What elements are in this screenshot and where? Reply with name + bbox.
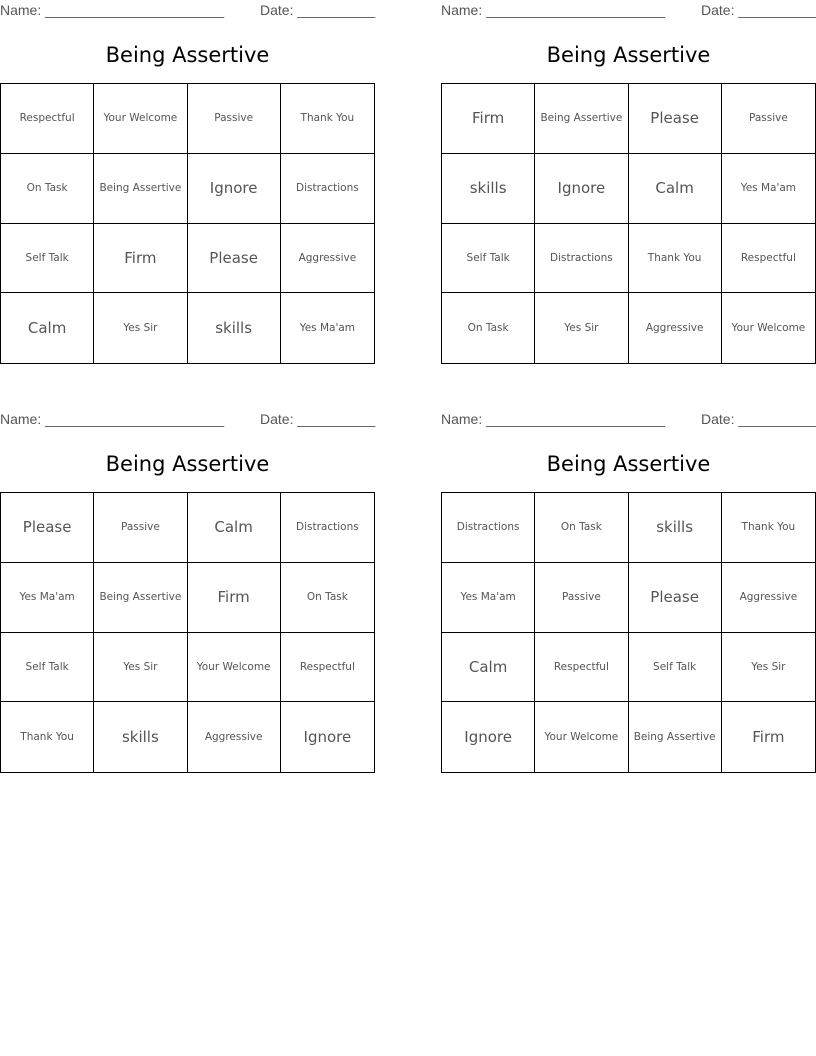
card-title: Being Assertive [546, 452, 711, 476]
bingo-card [0, 409, 375, 782]
bingo-cell: On Task [442, 293, 535, 363]
bingo-grid [0, 492, 375, 773]
bingo-cell: Yes Sir [94, 293, 187, 363]
bingo-cell: Aggressive [722, 563, 815, 633]
bingo-cell: Self Talk [1, 224, 94, 294]
bingo-cell: Thank You [629, 224, 722, 294]
bingo-cell: Being Assertive [94, 563, 187, 633]
bingo-cell: skills [188, 293, 281, 363]
bingo-cell: Yes Ma'am [1, 563, 94, 633]
bingo-cell: Aggressive [188, 702, 281, 772]
bingo-cell: Self Talk [1, 633, 94, 703]
bingo-cell: Ignore [303, 728, 352, 747]
bingo-cell: Yes Ma'am [722, 154, 815, 224]
bingo-cell: Respectful [722, 224, 815, 294]
card-header [0, 411, 375, 429]
bingo-cell: Respectful [1, 84, 94, 154]
bingo-cell: Distractions [281, 154, 374, 224]
bingo-grid [0, 83, 375, 364]
name-field: Name: _______________________ [441, 411, 666, 427]
bingo-card [0, 0, 375, 373]
bingo-cell: Respectful [281, 633, 374, 703]
bingo-cell: skills [629, 493, 722, 563]
name-field: Name: _______________________ [441, 2, 666, 18]
card-header [0, 2, 375, 20]
date-field: Date: __________ [260, 2, 376, 18]
bingo-cell: Calm [188, 493, 281, 563]
card-title: Being Assertive [546, 43, 711, 67]
bingo-cell: Your Welcome [535, 702, 628, 772]
bingo-cell: Yes Sir [535, 293, 628, 363]
bingo-cell: Ignore [442, 702, 535, 772]
bingo-cell: Firm [188, 563, 281, 633]
bingo-cell: Aggressive [281, 224, 374, 294]
bingo-cell: Distractions [442, 493, 535, 563]
date-field: Date: __________ [701, 2, 816, 18]
bingo-grid [441, 492, 816, 773]
bingo-cell: Being Assertive [535, 84, 628, 154]
bingo-cell: Please [1, 493, 94, 563]
bingo-cell: skills [442, 154, 535, 224]
bingo-cell: Passive [722, 84, 815, 154]
bingo-cell: Self Talk [442, 224, 535, 294]
bingo-cell: Your Welcome [731, 322, 806, 335]
bingo-cell: Passive [188, 84, 281, 154]
bingo-cell: Aggressive [629, 293, 722, 363]
bingo-cell: Your Welcome [94, 84, 187, 154]
card-title: Being Assertive [105, 452, 270, 476]
bingo-cell: Passive [535, 563, 628, 633]
bingo-cell: Passive [94, 493, 187, 563]
bingo-cell: On Task [535, 493, 628, 563]
bingo-cell: Being Assertive [629, 702, 722, 772]
bingo-cell: skills [94, 702, 187, 772]
bingo-cell: Please [629, 84, 722, 154]
bingo-cell: On Task [281, 563, 374, 633]
name-field: Name: _______________________ [0, 2, 225, 18]
bingo-cell: Distractions [281, 493, 374, 563]
card-title: Being Assertive [105, 43, 270, 67]
bingo-cell: Firm [94, 224, 187, 294]
bingo-cell: Firm [752, 728, 785, 747]
bingo-cell: Yes Sir [94, 633, 187, 703]
bingo-cell: Yes Ma'am [442, 563, 535, 633]
date-field: Date: __________ [701, 411, 816, 427]
card-header [441, 411, 816, 429]
bingo-cell: Ignore [188, 154, 281, 224]
bingo-cell: Thank You [1, 702, 94, 772]
bingo-cell: Distractions [535, 224, 628, 294]
bingo-cell: Being Assertive [94, 154, 187, 224]
bingo-cell: Calm [442, 633, 535, 703]
bingo-cell: Calm [629, 154, 722, 224]
bingo-cell: On Task [1, 154, 94, 224]
bingo-cell: Thank You [722, 493, 815, 563]
bingo-cell: Thank You [281, 84, 374, 154]
bingo-card [441, 0, 816, 373]
bingo-card [441, 409, 816, 782]
bingo-cell: Ignore [535, 154, 628, 224]
bingo-cell: Please [629, 563, 722, 633]
bingo-cell: Yes Sir [722, 633, 815, 703]
bingo-cell: Calm [1, 293, 94, 363]
bingo-cell: Yes Ma'am [299, 322, 356, 335]
bingo-cell: Self Talk [629, 633, 722, 703]
bingo-cell: Your Welcome [188, 633, 281, 703]
card-header [441, 2, 816, 20]
bingo-cell: Respectful [535, 633, 628, 703]
bingo-grid [441, 83, 816, 364]
bingo-cell: Firm [442, 84, 535, 154]
bingo-cell: Please [188, 224, 281, 294]
date-field: Date: __________ [260, 411, 376, 427]
name-field: Name: _______________________ [0, 411, 225, 427]
